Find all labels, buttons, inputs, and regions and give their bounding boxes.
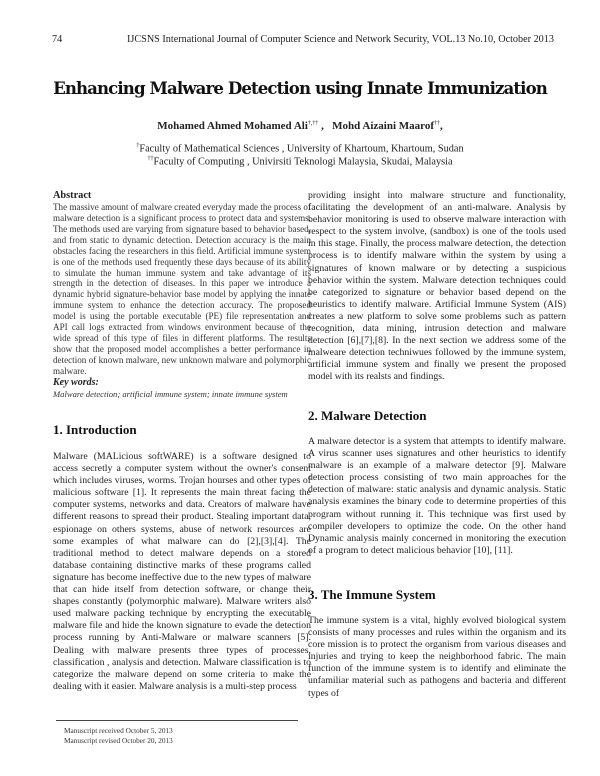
footnote-divider — [56, 720, 298, 721]
abstract-heading: Abstract — [53, 190, 92, 201]
section-text: providing insight into malware structure and functionality, facilitating the development of an anti-malware. Analysis by behavior monitoring is used to observe malware interaction with respect to the system involve, (sandbox) is one of the tools used in this stage. Finally, the process malware detection, the detection process is to identify malware within the system by using a signatures of known malware or by detecting a suspicious behavior within the system. Malware detection techniques could be categorized to signature or behavior based depend on the heuristics to identify malware. Artificial Immune System (AIS) creates a new platform to solve some problems such as pattern recognition, data mining, intrusion detection and malware detection [6],[7],[8]. In the next section we address some of the malweare detection techniwues followed by the immune system, artificial immune system and finally we present the proposed model with its realsts and findings. — [308, 190, 566, 383]
page-number: 74 — [52, 34, 63, 45]
introduction-body — [53, 451, 311, 693]
footnote: Manuscript received October 5, 2013 — [64, 726, 173, 735]
journal-name: IJCSNS International Journal of Computer Science and Network Security, VOL.13 No.10, October 2013 — [127, 34, 554, 45]
section-text: The immune system is a vital, highly evolved biological system consists of many processes and rules within the organism and its core mission is to protect the organism from various diseases and injuries and trying to keep the neighborhood fabric. The main function of the immune system is to identify and eliminate the unfamiliar material such as pathogens and bacteria and different types of — [308, 615, 566, 699]
affiliation-mark: †† — [147, 156, 154, 162]
section-heading: 2. Malware Detection — [308, 408, 427, 423]
keywords-heading: Key words: — [53, 376, 99, 388]
affiliation-mark: † — [136, 143, 140, 149]
author-mark: †,†† — [307, 120, 319, 127]
author-mark: †† — [434, 120, 440, 127]
affiliation-text: Faculty of Mathematical Sciences , University of Khartoum, Khartoum, Sudan — [139, 143, 464, 155]
left-column — [53, 190, 311, 399]
malware-detection-body — [308, 436, 566, 557]
author-line: Mohamed Ahmed Mohamed Ali†,†† , Mohd Aizaini Maarof††, — [157, 120, 443, 132]
introduction-continuation — [308, 190, 566, 384]
affiliation-text: Faculty of Computing , Univirsiti Teknologi Malaysia, Skudai, Malaysia — [153, 156, 453, 168]
author-name: Mohamed Ahmed Mohamed Ali — [157, 120, 308, 132]
section-text: Malware (MALicious softWARE) is a software designed to access secretly a computer system without the owner's consent which includes viruses, worms. Trojan hourses and other types of malicious software [1]. It represents the main threat facing the computer systems, networks and data. Creators of malware have different reasons to spread their product. Stealing important data, espionage on others systems, abuse of network resources are some examples of what malware can do [2],[3],[4]. The traditional method to detect malware depends on a stored database containing distinctive marks of these programs called signature has become ineffective due to the new types of malware that can hide itself from detection software, or change their shapes constantly (polymorphic malware). Malware writers also used malware packing technique by encrypting the executable malware file and hide the known signature to evade the detection process running by Anti-Malware or malware scanners [5]. Dealing with malware presents three types of processes, classification , analysis and detection. Malware classification is to categorize the malware depend on some criteria to make the dealing with it easier. Malware analysis is a multi-step process — [53, 451, 311, 692]
malware-detection-section — [308, 410, 566, 422]
section-text: A malware detector is a system that attempts to identify malware. A virus scanner uses signatures and other heuristics to identify malware is an example of a malware detector [9]. Malware detection process consisting of two main approaches for the detection of malware: static analysis and dynamic analysis. Static analysis examines the binary code to determine properties of this program without running it. This technique was first used by compiler developers to optimize the code. On the other hand Dynamic analysis mainly concerned in monitoring the execution of a program to detect malicious behavior [10], [11]. — [308, 436, 566, 556]
section-heading: 1. Introduction — [53, 422, 137, 437]
immune-system-body — [308, 615, 566, 700]
immune-system-section — [308, 589, 566, 601]
affiliation — [0, 156, 600, 167]
introduction-section — [53, 424, 311, 436]
footnote: Manuscript revised October 20, 2013 — [64, 736, 173, 745]
section-heading: 3. The Immune System — [308, 587, 436, 602]
abstract-text: The massive amount of malware created everyday made the process of malware detection is a significant process to protect data and systems. The methods used are varying from signature based to behavior based, and from static to dynamic detection. Detection accuracy is the main obstacles facing the researchers in this field. Artificial immune system is one of the methods used frequently these days because of its ability to simulate the human immune system and take advantage of its strength in the detection of diseases. In this paper we introduce a dynamic hybrid signature-behavior base model by applying the innate immune system to enhance the detection accuracy. The proposed model is using the portable executable (PE) file representation and API call logs extracted from windows environment because of the wide spread of this type of files in different platforms. The results show that the proposed model accomplishes a better performance in detection of known malware, new unknown malware and polymorphic malware. — [53, 202, 311, 376]
keywords-text: Malware detection; artificial immune system; innate immune system — [53, 388, 288, 399]
paper-title: Enhancing Malware Detection using Innate Immunization — [53, 78, 547, 98]
author-name: Mohd Aizaini Maarof — [332, 120, 434, 132]
affiliation — [0, 143, 600, 154]
